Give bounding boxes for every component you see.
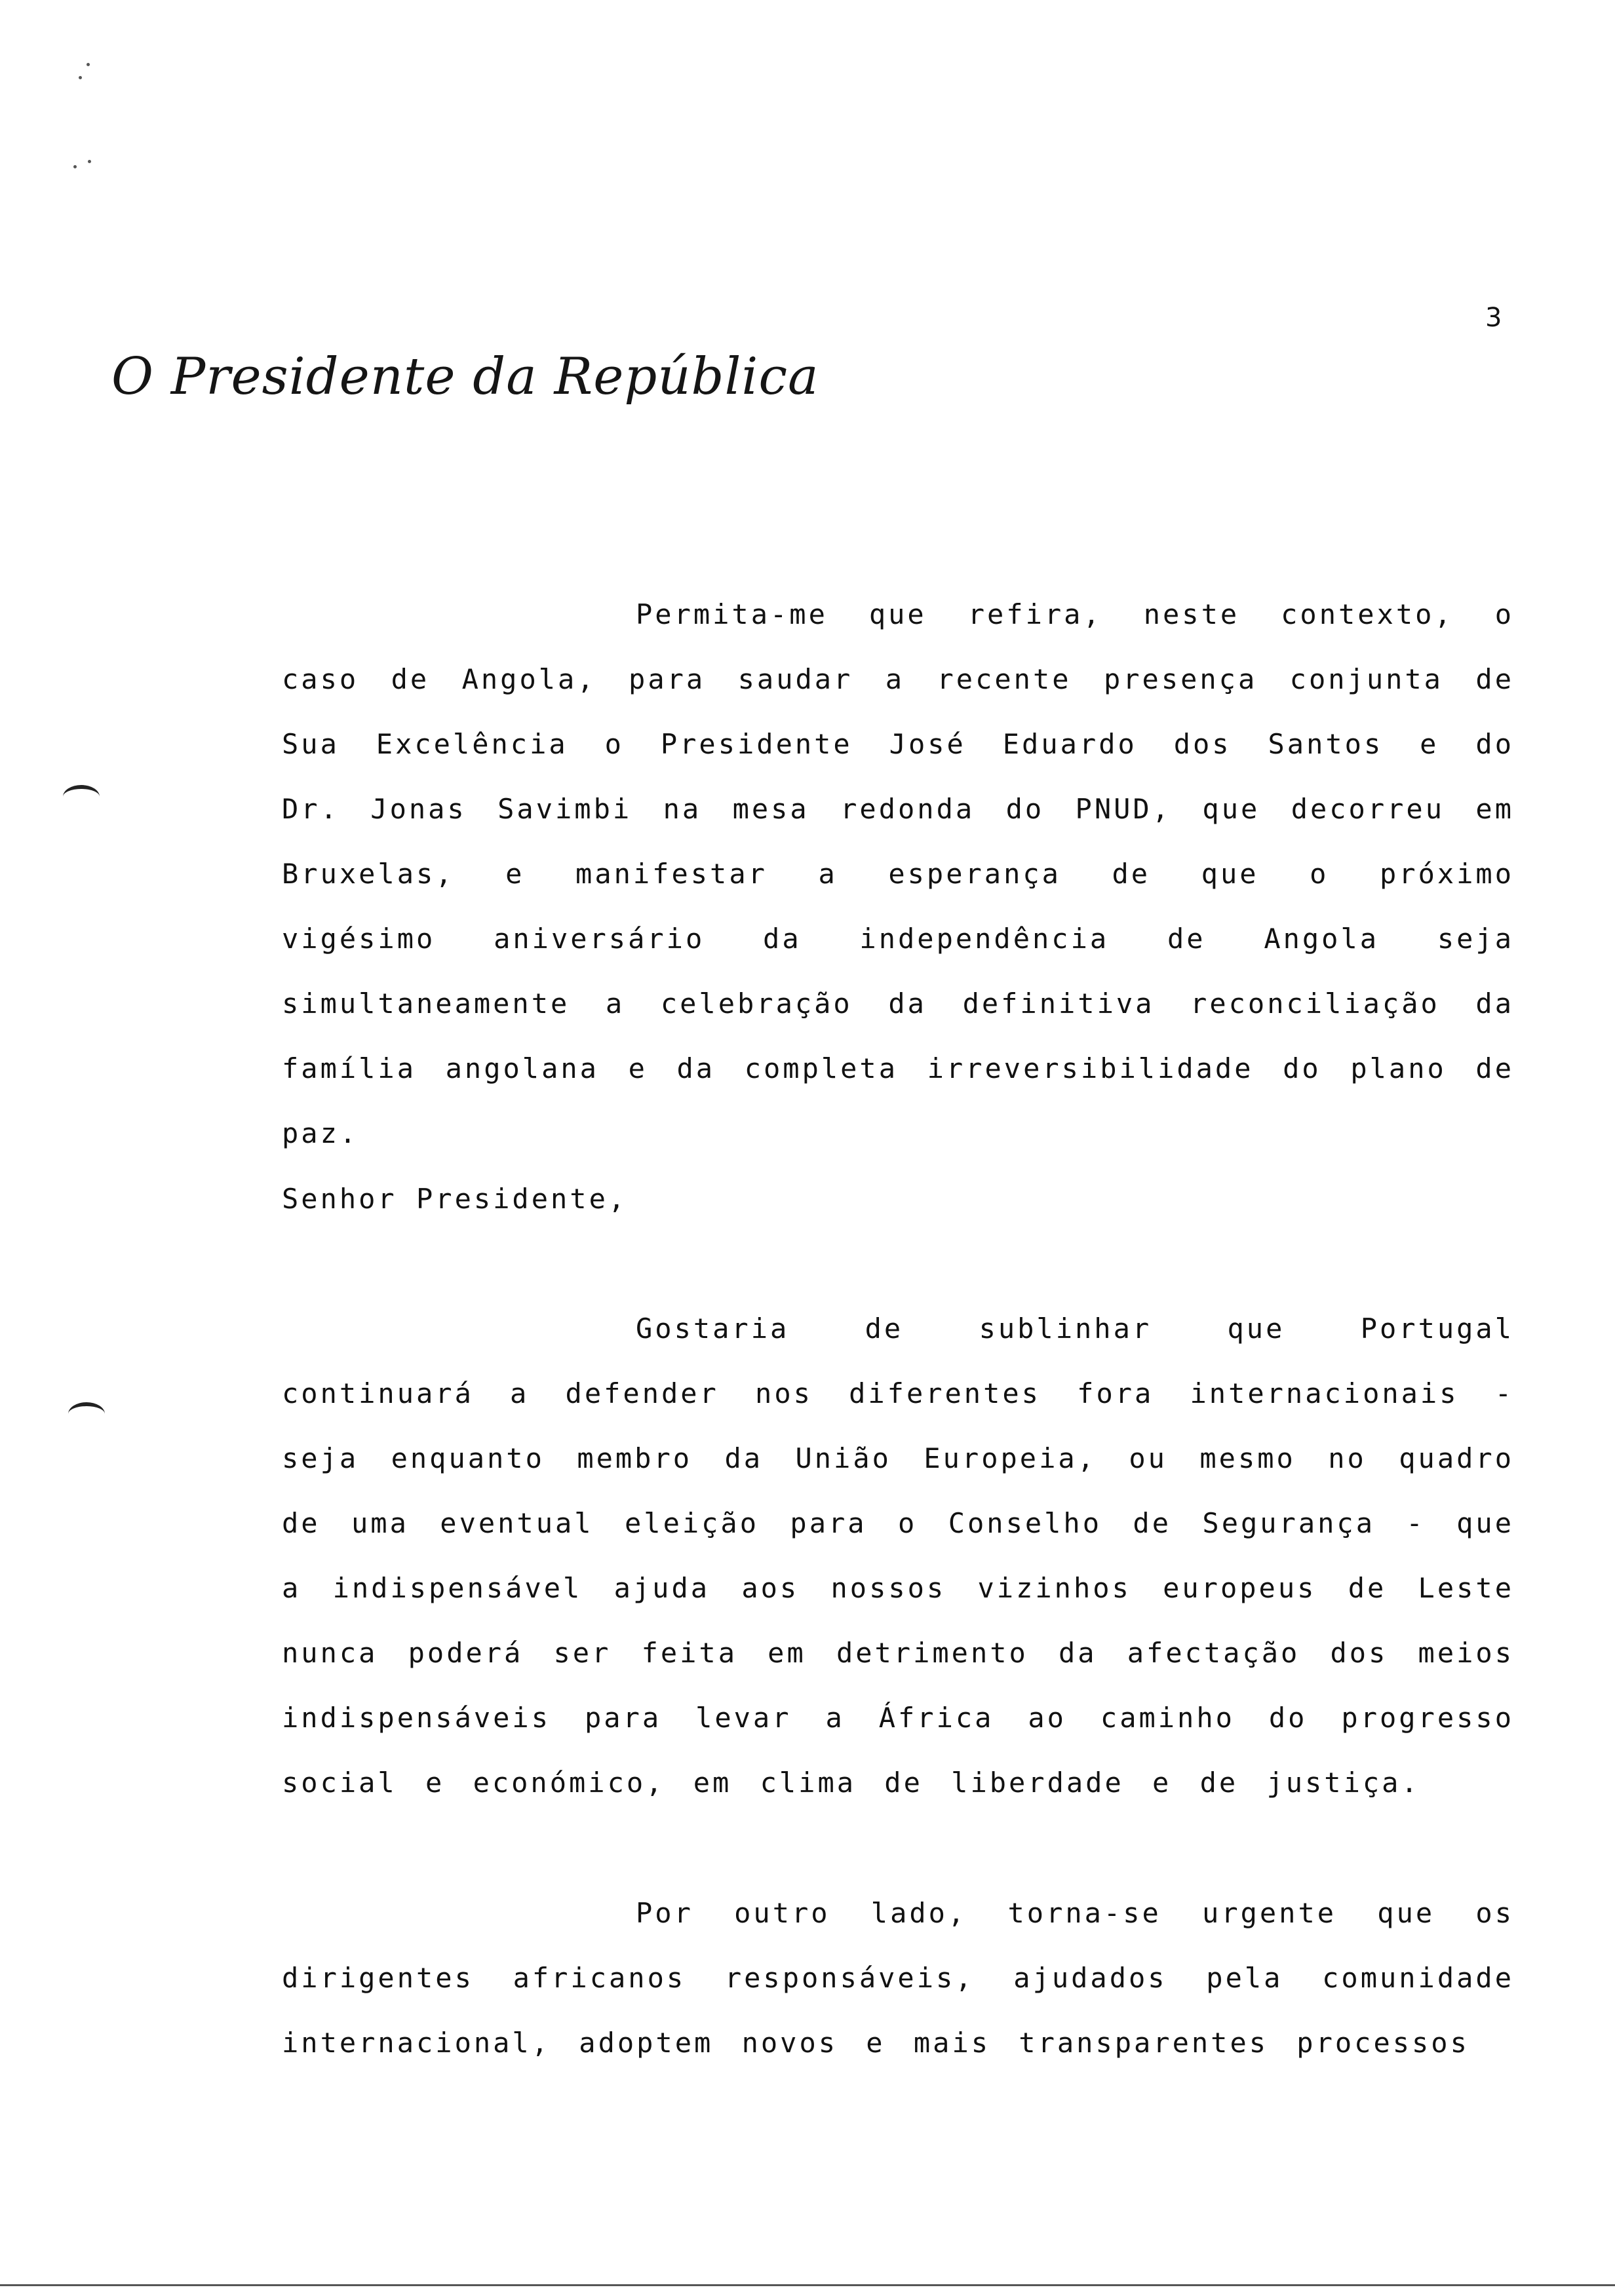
page-number: 3 bbox=[1485, 303, 1502, 333]
paragraph-angola: Permita-me que refira, neste contexto, o caso de Angola, para saudar a recente presença conjunta de Sua Excelência o Presidente José Eduardo dos Santos e do Dr. Jonas Savimbi na mesa redonda do PNUD, que decorreu em Bruxelas, e manifestar a esperança de que o próximo vigésimo aniversário da independência de Angola seja simultaneamente a celebração da definitiva reconciliação da família angolana e da completa irreversibilidade do plano de paz. bbox=[282, 598, 1514, 1149]
letter-body bbox=[282, 582, 1514, 1166]
letterhead-signature: O Presidente da República bbox=[111, 347, 819, 406]
scan-speck bbox=[79, 76, 82, 79]
salutation: Senhor Presidente, bbox=[282, 1183, 628, 1215]
scan-speck bbox=[73, 165, 77, 168]
scan-speck bbox=[88, 160, 91, 163]
letter-body bbox=[282, 1296, 1514, 1815]
punch-hole-mark bbox=[63, 785, 100, 809]
scan-speck bbox=[87, 63, 90, 66]
letter-body bbox=[282, 1881, 1514, 2075]
punch-hole-mark bbox=[68, 1402, 105, 1426]
paragraph-portugal: Gostaria de sublinhar que Portugal continuará a defender nos diferentes fora internacionais - seja enquanto membro da União Europeia, ou mesmo no quadro de uma eventual eleição para o Conselho de Segurança - que a indispensável ajuda aos nossos vizinhos europeus de Leste nunca poderá ser feita em detrimento da afectação dos meios indispensáveis para levar a África ao caminho do progresso social e económico, em clima de liberdade e de justiça. bbox=[282, 1312, 1514, 1799]
footer-rule bbox=[0, 2284, 1615, 2286]
paragraph-african-leaders: Por outro lado, torna-se urgente que os dirigentes africanos responsáveis, ajudados pela comunidade internacional, adoptem novos e mais transparentes processos bbox=[282, 1897, 1514, 2059]
salutation-block bbox=[282, 1166, 1514, 1231]
